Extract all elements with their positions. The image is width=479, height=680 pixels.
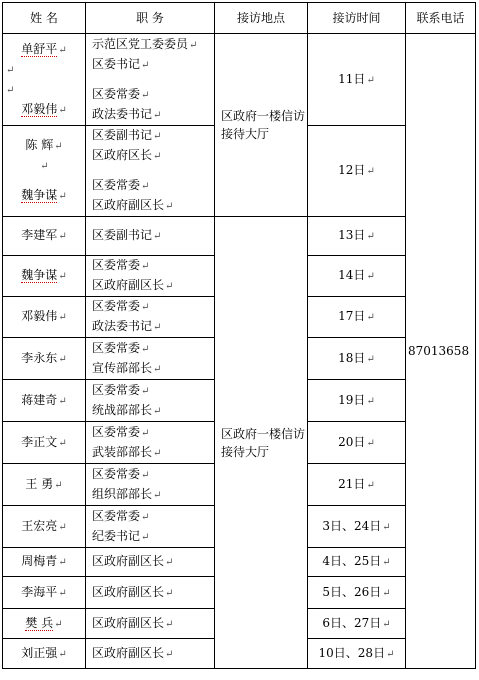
person-name: 魏争谋	[21, 188, 58, 202]
position-line: 区政府区长	[92, 148, 153, 162]
position-cell: 区委副书记↵	[86, 217, 215, 256]
person-name: 李正文	[21, 434, 58, 449]
visit-time: 4日、25日	[322, 554, 382, 568]
header-name: 姓 名	[3, 3, 86, 34]
schedule-table	[2, 2, 476, 669]
position-cell: 区委副书记↵ 区政府区长↵ 区委常委↵ 区政府副区长↵	[86, 126, 215, 217]
header-row	[3, 3, 476, 34]
time-cell: 6日、27日↵	[308, 609, 406, 639]
name-cell: 魏争谋↵	[3, 256, 86, 297]
position-cell: 区政府副区长↵	[86, 609, 215, 639]
header-place: 接访地点	[215, 3, 308, 34]
position-line: 区委常委	[92, 258, 141, 272]
position-line: 统战部部长	[92, 402, 153, 417]
time-cell: 21日↵	[308, 464, 406, 506]
position-line: 武装部部长	[92, 444, 153, 459]
position-cell: 区政府副区长↵	[86, 548, 215, 577]
position-line: 区政府副区长	[92, 554, 165, 568]
position-line: 区委副书记	[92, 128, 153, 142]
person-name: 陈 辉	[25, 138, 54, 152]
position-cell: 区委常委↵ 区政府副区长↵	[86, 256, 215, 297]
position-cell: 区政府副区长↵	[86, 639, 215, 669]
visit-time: 18日	[338, 350, 366, 365]
time-cell: 4日、25日↵	[308, 548, 406, 577]
place-cell: 区政府一楼信访接待大厅	[215, 34, 308, 217]
visit-time: 6日、27日	[322, 615, 382, 630]
name-cell: 樊 兵↵	[3, 609, 86, 639]
position-line: 区委常委	[92, 466, 141, 481]
visit-time: 17日	[338, 309, 366, 323]
table-row	[3, 34, 476, 126]
position-line: 政法委书记	[92, 106, 153, 121]
name-cell: 周梅青↵	[3, 548, 86, 577]
visit-time: 20日	[338, 434, 366, 449]
person-name: 李建军	[21, 228, 58, 242]
position-cell: 区委常委↵ 组织部部长↵	[86, 464, 215, 506]
visit-time: 11日	[338, 71, 366, 86]
time-cell: 12日↵	[308, 126, 406, 217]
position-line: 区政府副区长	[92, 645, 165, 660]
time-cell: 11日↵	[308, 34, 406, 126]
visit-time: 12日	[338, 163, 366, 177]
person-name: 李海平	[21, 584, 58, 599]
time-cell: 3日、24日↵	[308, 506, 406, 548]
position-line: 示范区党工委委员	[92, 36, 189, 51]
position-cell: 区政府副区长↵	[86, 577, 215, 609]
position-line: 区委常委	[92, 178, 141, 192]
name-cell: 邓毅伟↵	[3, 297, 86, 338]
name-cell: 蒋建奇↵	[3, 380, 86, 422]
visit-time: 13日	[338, 228, 366, 242]
name-cell: 单舒平↵ ↵ ↵ 邓毅伟↵	[3, 34, 86, 126]
name-cell: 李永东↵	[3, 338, 86, 380]
name-cell: 李海平↵	[3, 577, 86, 609]
position-line: 区委常委	[92, 299, 141, 313]
position-line: 宣传部部长	[92, 360, 153, 375]
position-cell: 区委常委↵ 政法委书记↵	[86, 297, 215, 338]
position-line: 区委常委	[92, 424, 141, 439]
name-cell: 王 勇↵	[3, 464, 86, 506]
position-cell: 区委常委↵ 统战部部长↵	[86, 380, 215, 422]
header-time: 接访时间	[308, 3, 406, 34]
position-line: 区政府副区长	[92, 278, 165, 292]
position-line: 区政府副区长	[92, 615, 165, 630]
header-position: 职 务	[86, 3, 215, 34]
visit-time: 3日、24日	[322, 518, 382, 533]
position-line: 区政府副区长	[92, 198, 165, 212]
position-line: 组织部部长	[92, 486, 153, 501]
name-cell: 陈 辉↵ ↵ 魏争谋↵	[3, 126, 86, 217]
position-line: 区政府副区长	[92, 584, 165, 599]
position-line: 区委书记	[92, 56, 141, 71]
visit-time: 14日	[338, 268, 366, 282]
person-name: 李永东	[21, 350, 58, 365]
position-cell: 区委常委↵ 纪委书记↵	[86, 506, 215, 548]
time-cell: 20日↵	[308, 422, 406, 464]
person-name: 刘正强	[21, 645, 58, 660]
person-name: 邓毅伟	[21, 101, 58, 116]
time-cell: 17日↵	[308, 297, 406, 338]
position-line: 区委常委	[92, 86, 141, 101]
position-line: 区委常委	[92, 508, 141, 523]
time-cell: 13日↵	[308, 217, 406, 256]
person-name: 周梅青	[21, 554, 58, 568]
place-cell: 区政府一楼信访接待大厅	[215, 217, 308, 669]
visit-time: 10日、28日	[318, 645, 386, 660]
position-line: 区委常委	[92, 382, 141, 397]
time-cell: 10日、28日↵	[308, 639, 406, 669]
person-name: 王宏亮	[21, 518, 58, 533]
time-cell: 19日↵	[308, 380, 406, 422]
name-cell: 刘正强↵	[3, 639, 86, 669]
table-row	[3, 217, 476, 256]
name-cell: 李建军↵	[3, 217, 86, 256]
name-cell: 李正文↵	[3, 422, 86, 464]
position-cell: 示范区党工委委员↵ 区委书记↵ 区委常委↵ 政法委书记↵	[86, 34, 215, 126]
person-name: 蒋建奇	[21, 392, 58, 407]
position-cell: 区委常委↵ 武装部部长↵	[86, 422, 215, 464]
visit-time: 19日	[338, 392, 366, 407]
time-cell: 18日↵	[308, 338, 406, 380]
position-line: 政法委书记	[92, 319, 153, 333]
person-name: 单舒平	[21, 41, 58, 56]
time-cell: 14日↵	[308, 256, 406, 297]
person-name: 王 勇	[25, 476, 54, 491]
position-line: 纪委书记	[92, 528, 141, 543]
phone-cell: 87013658	[406, 34, 476, 669]
header-phone: 联系电话	[406, 3, 476, 34]
person-name: 樊 兵	[25, 615, 54, 630]
name-cell: 王宏亮↵	[3, 506, 86, 548]
position-line: 区委常委	[92, 340, 141, 355]
position-cell: 区委常委↵ 宣传部部长↵	[86, 338, 215, 380]
visit-time: 21日	[338, 476, 366, 491]
time-cell: 5日、26日↵	[308, 577, 406, 609]
position-line: 区委副书记	[92, 228, 153, 242]
visit-time: 5日、26日	[322, 584, 382, 599]
person-name: 魏争谋	[21, 268, 58, 282]
person-name: 邓毅伟	[21, 309, 58, 323]
